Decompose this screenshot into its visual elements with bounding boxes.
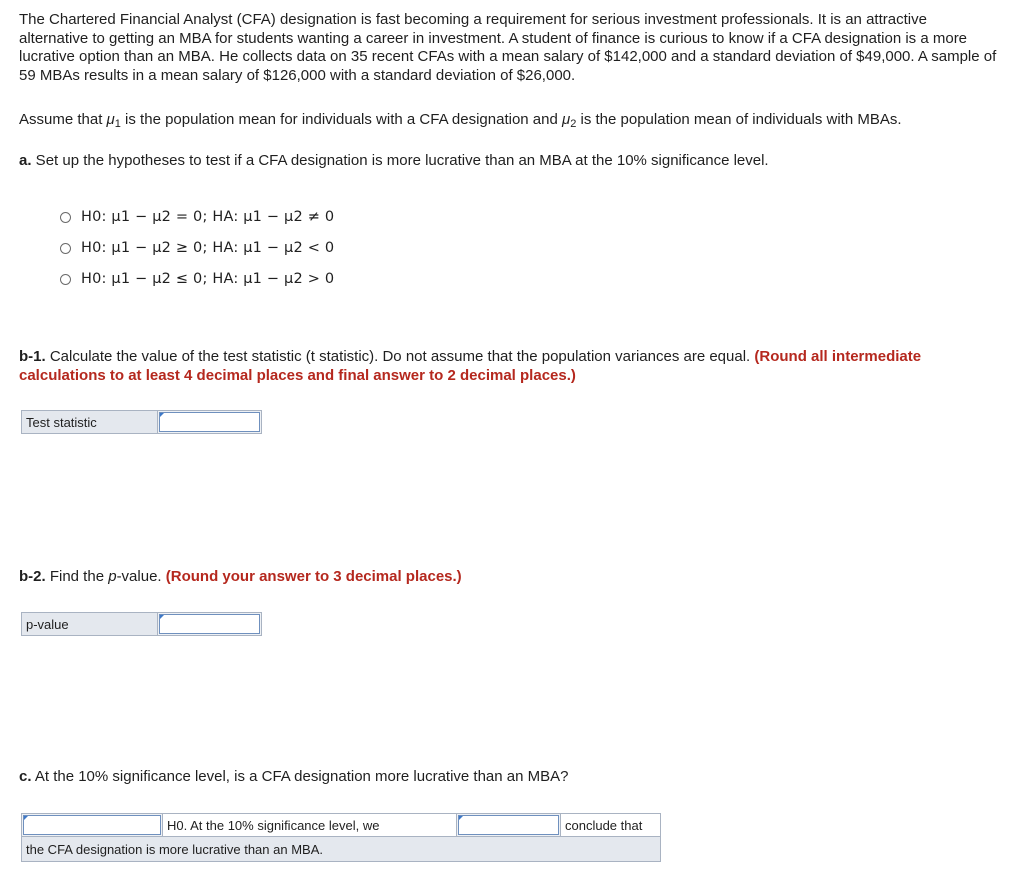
option-label: H0: μ1 − μ2 = 0; HA: μ1 − μ2 ≠ 0	[81, 209, 335, 225]
assumption-text: Assume that $\mu_1$ is the population mean for individuals with a CFA designation and $\mu_2$ is the population mean of individuals with MBAs.	[19, 111, 902, 130]
decision-dropdown-cell	[22, 814, 163, 837]
radio-button[interactable]	[60, 243, 71, 254]
conclusion-text-1: H0. At the 10% significance level, we	[163, 814, 457, 837]
conclusion-dropdown-cell	[457, 814, 561, 837]
part-b2-question: b-2. Find the p-value. (Round your answer to 3 decimal places.)	[19, 568, 462, 585]
conclusion-table	[21, 813, 661, 862]
reject-decision-dropdown[interactable]	[23, 815, 161, 835]
part-c-question: c. At the 10% significance level, is a CFA designation more lucrative than an MBA?	[19, 768, 569, 785]
hypothesis-option-1[interactable]	[60, 205, 334, 229]
p-value-cell	[158, 613, 262, 636]
test-statistic-cell	[158, 411, 262, 434]
p-value-label: p-value	[22, 613, 158, 636]
hypotheses-options	[60, 205, 334, 298]
test-statistic-table	[21, 410, 262, 434]
conclusion-text-2: conclude that	[561, 814, 661, 837]
conclusion-dropdown[interactable]	[458, 815, 559, 835]
test-statistic-input-wrapper	[159, 412, 260, 432]
radio-button[interactable]	[60, 212, 71, 223]
test-statistic-input[interactable]	[160, 413, 259, 431]
part-a-question: a. Set up the hypotheses to test if a CFA designation is more lucrative than an MBA at the 10% significance level.	[19, 152, 769, 169]
hypothesis-option-2[interactable]	[60, 236, 334, 260]
option-label: H0: μ1 − μ2 ≤ 0; HA: μ1 − μ2 > 0	[81, 271, 335, 287]
p-value-table	[21, 612, 262, 636]
part-b1-question: b-1. Calculate the value of the test statistic (t statistic). Do not assume that the population variances are equal. (Round all intermediate calculations to at least 4 decimal places and final answer to 2 decimal places.)	[19, 348, 922, 384]
p-value-input-wrapper	[159, 614, 260, 634]
conclusion-text-3: the CFA designation is more lucrative than an MBA.	[22, 837, 661, 862]
radio-button[interactable]	[60, 274, 71, 285]
problem-intro: The Chartered Financial Analyst (CFA) designation is fast becoming a requirement for serious investment professionals. It is an attractive alternative to getting an MBA for students wanting a career in investment. A student of finance is curious to know if a CFA designation is a more lucrative option than an MBA. He collects data on 35 recent CFAs with a mean salary of $142,000 and a standard deviation of $49,000. A sample of 59 MBAs results in a mean salary of $126,000 with a standard deviation of $26,000.	[19, 11, 997, 84]
hypothesis-option-3[interactable]	[60, 267, 334, 291]
test-statistic-label: Test statistic	[22, 411, 158, 434]
p-value-input[interactable]	[160, 615, 259, 633]
option-label: H0: μ1 − μ2 ≥ 0; HA: μ1 − μ2 < 0	[81, 240, 335, 256]
